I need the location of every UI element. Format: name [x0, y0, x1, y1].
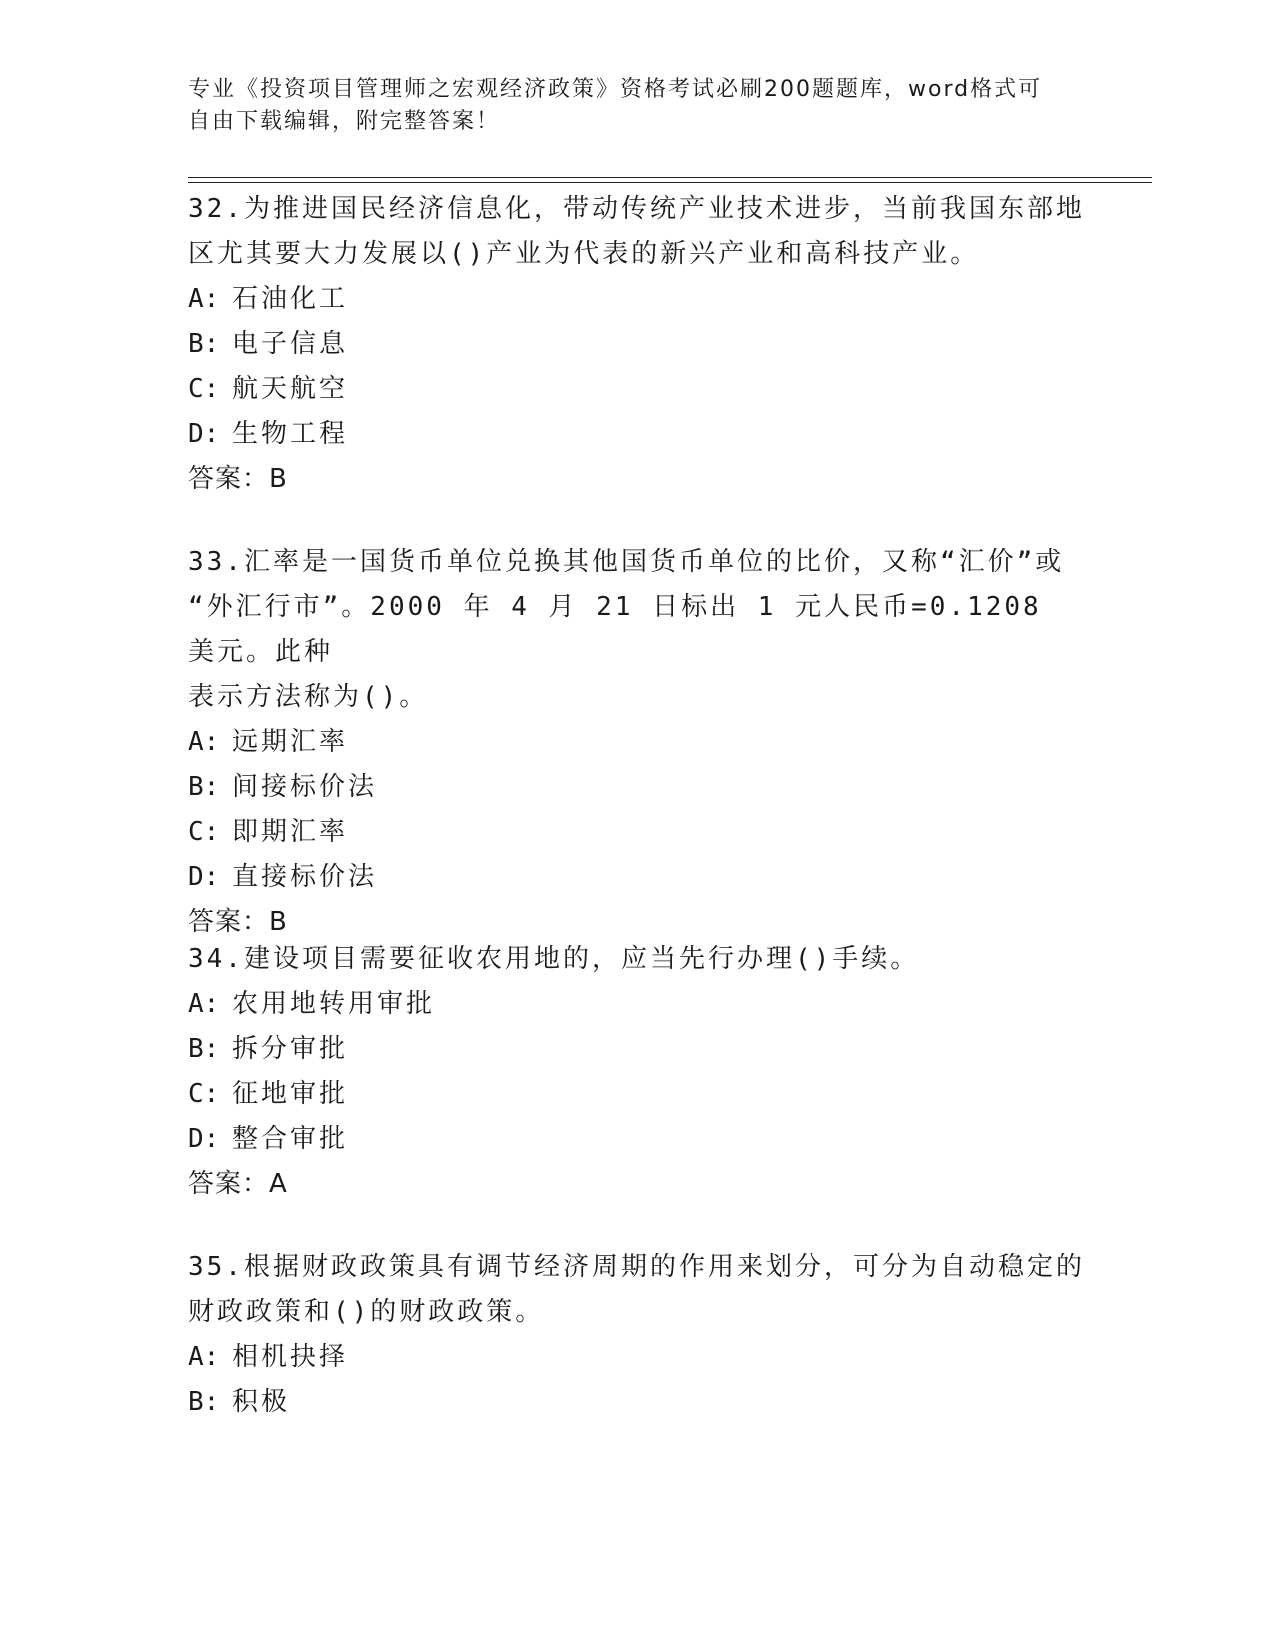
- question-stem-line: 35.根据财政政策具有调节经济周期的作用来划分，可分为自动稳定的: [188, 1252, 1085, 1282]
- question-stem-line: 表示方法称为()。: [188, 682, 429, 712]
- header-line-2: 自由下载编辑，附完整答案！: [188, 109, 501, 134]
- option-a: A: 农用地转用审批: [188, 989, 436, 1019]
- option-b: B: 间接标价法: [188, 772, 378, 802]
- option-c: C: 即期汇率: [188, 817, 349, 847]
- option-b: B: 拆分审批: [188, 1034, 349, 1064]
- option-c: C: 征地审批: [188, 1079, 349, 1109]
- header-line-1: 专业《投资项目管理师之宏观经济政策》资格考试必刷200题题库，word格式可: [188, 77, 1043, 102]
- document-header: [188, 74, 1068, 138]
- header-divider-top: [188, 177, 1152, 178]
- question-stem-line: 财政政策和()的财政政策。: [188, 1297, 545, 1327]
- option-b: B: 电子信息: [188, 329, 349, 359]
- question-stem-line: 34.建设项目需要征收农用地的，应当先行办理()手续。: [188, 944, 920, 974]
- option-a: A: 相机抉择: [188, 1342, 349, 1372]
- answer-line: 答案：B: [188, 464, 288, 494]
- question-34: [188, 937, 1088, 1207]
- option-c: C: 航天航空: [188, 374, 349, 404]
- header-divider-bottom: [188, 182, 1152, 183]
- option-a: A: 石油化工: [188, 284, 349, 314]
- question-33: [188, 540, 1088, 945]
- option-d: D: 整合审批: [188, 1124, 349, 1154]
- question-stem-line: 33.汇率是一国货币单位兑换其他国货币单位的比价，又称“汇价”或: [188, 547, 1065, 577]
- question-stem-line: “外汇行市”。2000 年 4 月 21 日标出 1 元人民币=0.1208 美元。此种: [188, 592, 1042, 667]
- question-stem-line: 区尤其要大力发展以()产业为代表的新兴产业和高科技产业。: [188, 239, 980, 269]
- option-d: D: 直接标价法: [188, 862, 378, 892]
- option-d: D: 生物工程: [188, 419, 349, 449]
- answer-line: 答案：B: [188, 907, 288, 937]
- answer-line: 答案：A: [188, 1169, 288, 1199]
- option-b: B: 积极: [188, 1387, 291, 1417]
- question-32: [188, 187, 1088, 502]
- question-stem-line: 32.为推进国民经济信息化，带动传统产业技术进步，当前我国东部地: [188, 194, 1085, 224]
- option-a: A: 远期汇率: [188, 727, 349, 757]
- question-35: [188, 1245, 1088, 1425]
